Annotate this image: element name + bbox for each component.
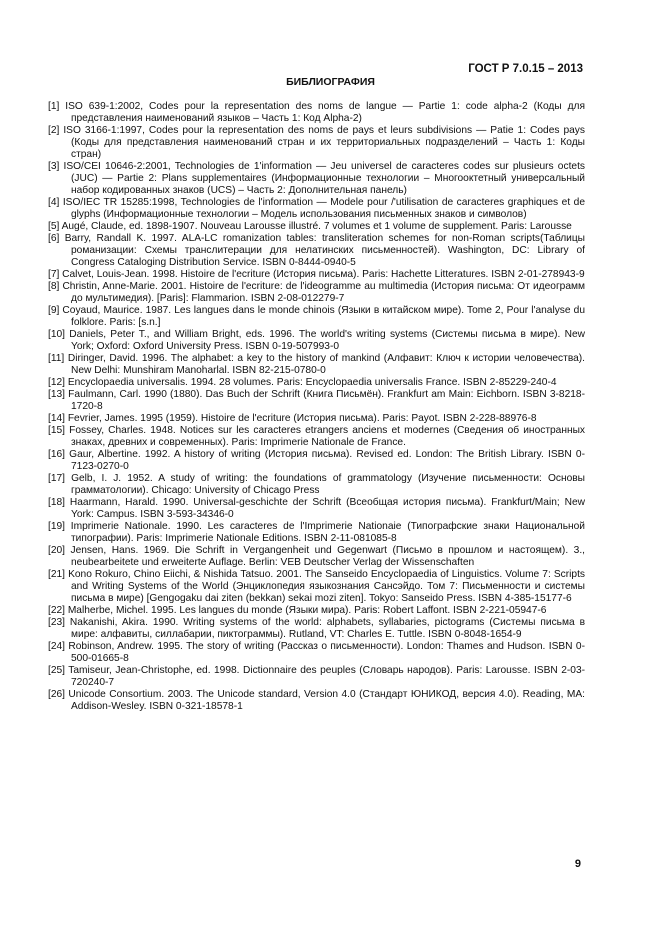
bibliography-entry: [8] Christin, Anne-Marie. 2001. Histoire de l'ecriture: de l'ideogramme au multimedia (История письма: От идеограмм до мультимедия). [Paris]: Flammarion. ISBN 2-08-012279-7	[48, 281, 585, 304]
bibliography-entry: [13] Faulmann, Carl. 1990 (1880). Das Buch der Schrift (Книга Письмён). Frankfurt am Main: Eichborn. ISBN 3-8218-1720-8	[48, 389, 585, 412]
bibliography-entry: [15] Fossey, Charles. 1948. Notices sur les caracteres etrangers anciens et modernes (Сведения об иностранных знаках, древних и современных). Paris: Imprimerie Nationale de France.	[48, 425, 585, 448]
bibliography-entry: [18] Haarmann, Harald. 1990. Universal-geschichte der Schrift (Всеобщая история письма). Frankfurt/Main; New York: Campus. ISBN 3-593-34346-0	[48, 497, 585, 520]
bibliography-entry: [2] ISO 3166-1:1997, Codes pour la representation des noms de pays et leurs subdivisions — Patie 1: Codes pays (Коды для представления наименований стран и их территориальных подразделений – Часть 1: Коды стран)	[48, 125, 585, 160]
bibliography-entry: [23] Nakanishi, Akira. 1990. Writing systems of the world: alphabets, syllabaries, pictograms (Системы письма в мире: алфавиты, силлабарии, пиктограммы). Rutland, VT: Charles E. Tuttle. ISBN 0-8048-1654-9	[48, 617, 585, 640]
page-title: БИБЛИОГРАФИЯ	[286, 76, 375, 88]
bibliography-entry: [22] Malherbe, Michel. 1995. Les langues du monde (Языки мира). Paris: Robert Laffont. ISBN 2-221-05947-6	[48, 605, 547, 616]
bibliography-entry: [14] Fevrier, James. 1995 (1959). Histoire de l'ecriture (История письма). Paris: Payot. ISBN 2-228-88976-8	[48, 413, 537, 424]
page-number: 9	[574, 858, 581, 870]
bibliography-list	[48, 101, 585, 713]
bibliography-entry: [26] Unicode Consortium. 2003. The Unicode standard, Version 4.0 (Стандарт ЮНИКОД, версия 4.0). Reading, MA: Addison-Wesley. ISBN 0-321-18578-1	[48, 689, 585, 712]
bibliography-entry: [24] Robinson, Andrew. 1995. The story of writing (Рассказ о письменности). London: Thames and Hudson. ISBN 0-500-01665-8	[48, 641, 585, 664]
bibliography-entry: [19] Imprimerie Nationale. 1990. Les caracteres de l'Imprimerie Nationaie (Типографские знаки Национальной типографии). Paris: Imprimerie Nationale Editions. ISBN 2-11-081085-8	[48, 521, 585, 544]
bibliography-entry: [25] Tamiseur, Jean-Christophe, ed. 1998. Dictionnaire des peuples (Словарь народов). Paris: Larousse. ISBN 2-03-720240-7	[48, 665, 585, 688]
bibliography-entry: [5] Augé, Claude, ed. 1898-1907. Nouveau Larousse illustré. 7 volumes et 1 volume de supplement. Paris: Larousse	[48, 221, 572, 232]
bibliography-entry: [9] Coyaud, Maurice. 1987. Les langues dans le monde chinois (Языки в китайском мире). Tome 2, Pour l'analyse du folklore. Paris: [s.n.]	[48, 305, 585, 328]
bibliography-entry: [1] ISO 639-1:2002, Codes pour la representation des noms de langue — Partie 1: code alpha-2 (Коды для представления наименований языков – Часть 1: Код Alpha-2)	[48, 101, 585, 124]
bibliography-entry: [12] Encyclopaedia universalis. 1994. 28 volumes. Paris: Encyclopaedia universalis France. ISBN 2-85229-240-4	[48, 377, 557, 388]
standard-code: ГОСТ Р 7.0.15 – 2013	[468, 63, 583, 75]
bibliography-entry: [21] Kono Rokuro, Chino Eiichi, & Nishida Tatsuo. 2001. The Sanseido Encyclopaedia of Linguistics. Volume 7: Scripts and Writing Systems of the World (Энциклопедия языкознания Сансэйдо. Том 7: Письменности и системы письма в мире) [Gengogaku dai ziten (bekkan) sekai mozi ziten]. Tokyo: Sanseido Press. ISBN 4-385-15177-6	[48, 569, 585, 604]
bibliography-entry: [16] Gaur, Albertine. 1992. A history of writing (История письма). Revised ed. London: The British Library. ISBN 0-7123-0270-0	[48, 449, 585, 472]
bibliography-entry: [10] Daniels, Peter T., and William Bright, eds. 1996. The world's writing systems (Системы письма в мире). New York; Oxford: Oxford University Press. ISBN 0-19-507993-0	[48, 329, 585, 352]
bibliography-entry: [4] ISO/IEC TR 15285:1998, Technologies de l'information — Modele pour /'utilisation de caracteres graphiques et de glyphs (Информационные технологии – Модель использования письменных знаков и символов)	[48, 197, 585, 220]
bibliography-entry: [11] Diringer, David. 1996. The alphabet: a key to the history of mankind (Алфавит: Ключ к истории человечества). New Delhi: Munshiram Manoharlal. ISBN 82-215-0780-0	[48, 353, 585, 376]
bibliography-entry: [20] Jensen, Hans. 1969. Die Schrift in Vergangenheit und Gegenwart (Письмо в прошлом и настоящем). 3., neubearbeitete und erweiterte Auflage. Berlin: VEB Deutscher Verlag der Wissenschaften	[48, 545, 585, 568]
bibliography-entry: [3] ISO/CEI 10646-2:2001, Technologies de 1'information — Jeu universel de caracteres codes sur plusieurs octets (JUC) — Partie 2: Plans supplementaires (Информационные технологии – Многооктетный универсальный набор кодированных знаков (UCS) – Часть 2: Дополнительная панель)	[48, 161, 585, 196]
bibliography-entry: [7] Calvet, Louis-Jean. 1998. Histoire de l'ecriture (История письма). Paris: Hachette Litteratures. ISBN 2-01-278943-9	[48, 269, 585, 280]
bibliography-entry: [6] Barry, Randall K. 1997. ALA-LC romanization tables: transliteration schemes for non-Roman scripts(Таблицы романизации: Схемы транслитерации для нелатинских письменностей). Washington, DC: Library of Congress Cataloging Distribution Service. ISBN 0-8444-0940-5	[48, 233, 585, 268]
bibliography-entry: [17] Gelb, I. J. 1952. A study of writing: the foundations of grammatology (Изучение письменности: Основы грамматологии). Chicago: University of Chicago Press	[48, 473, 585, 496]
